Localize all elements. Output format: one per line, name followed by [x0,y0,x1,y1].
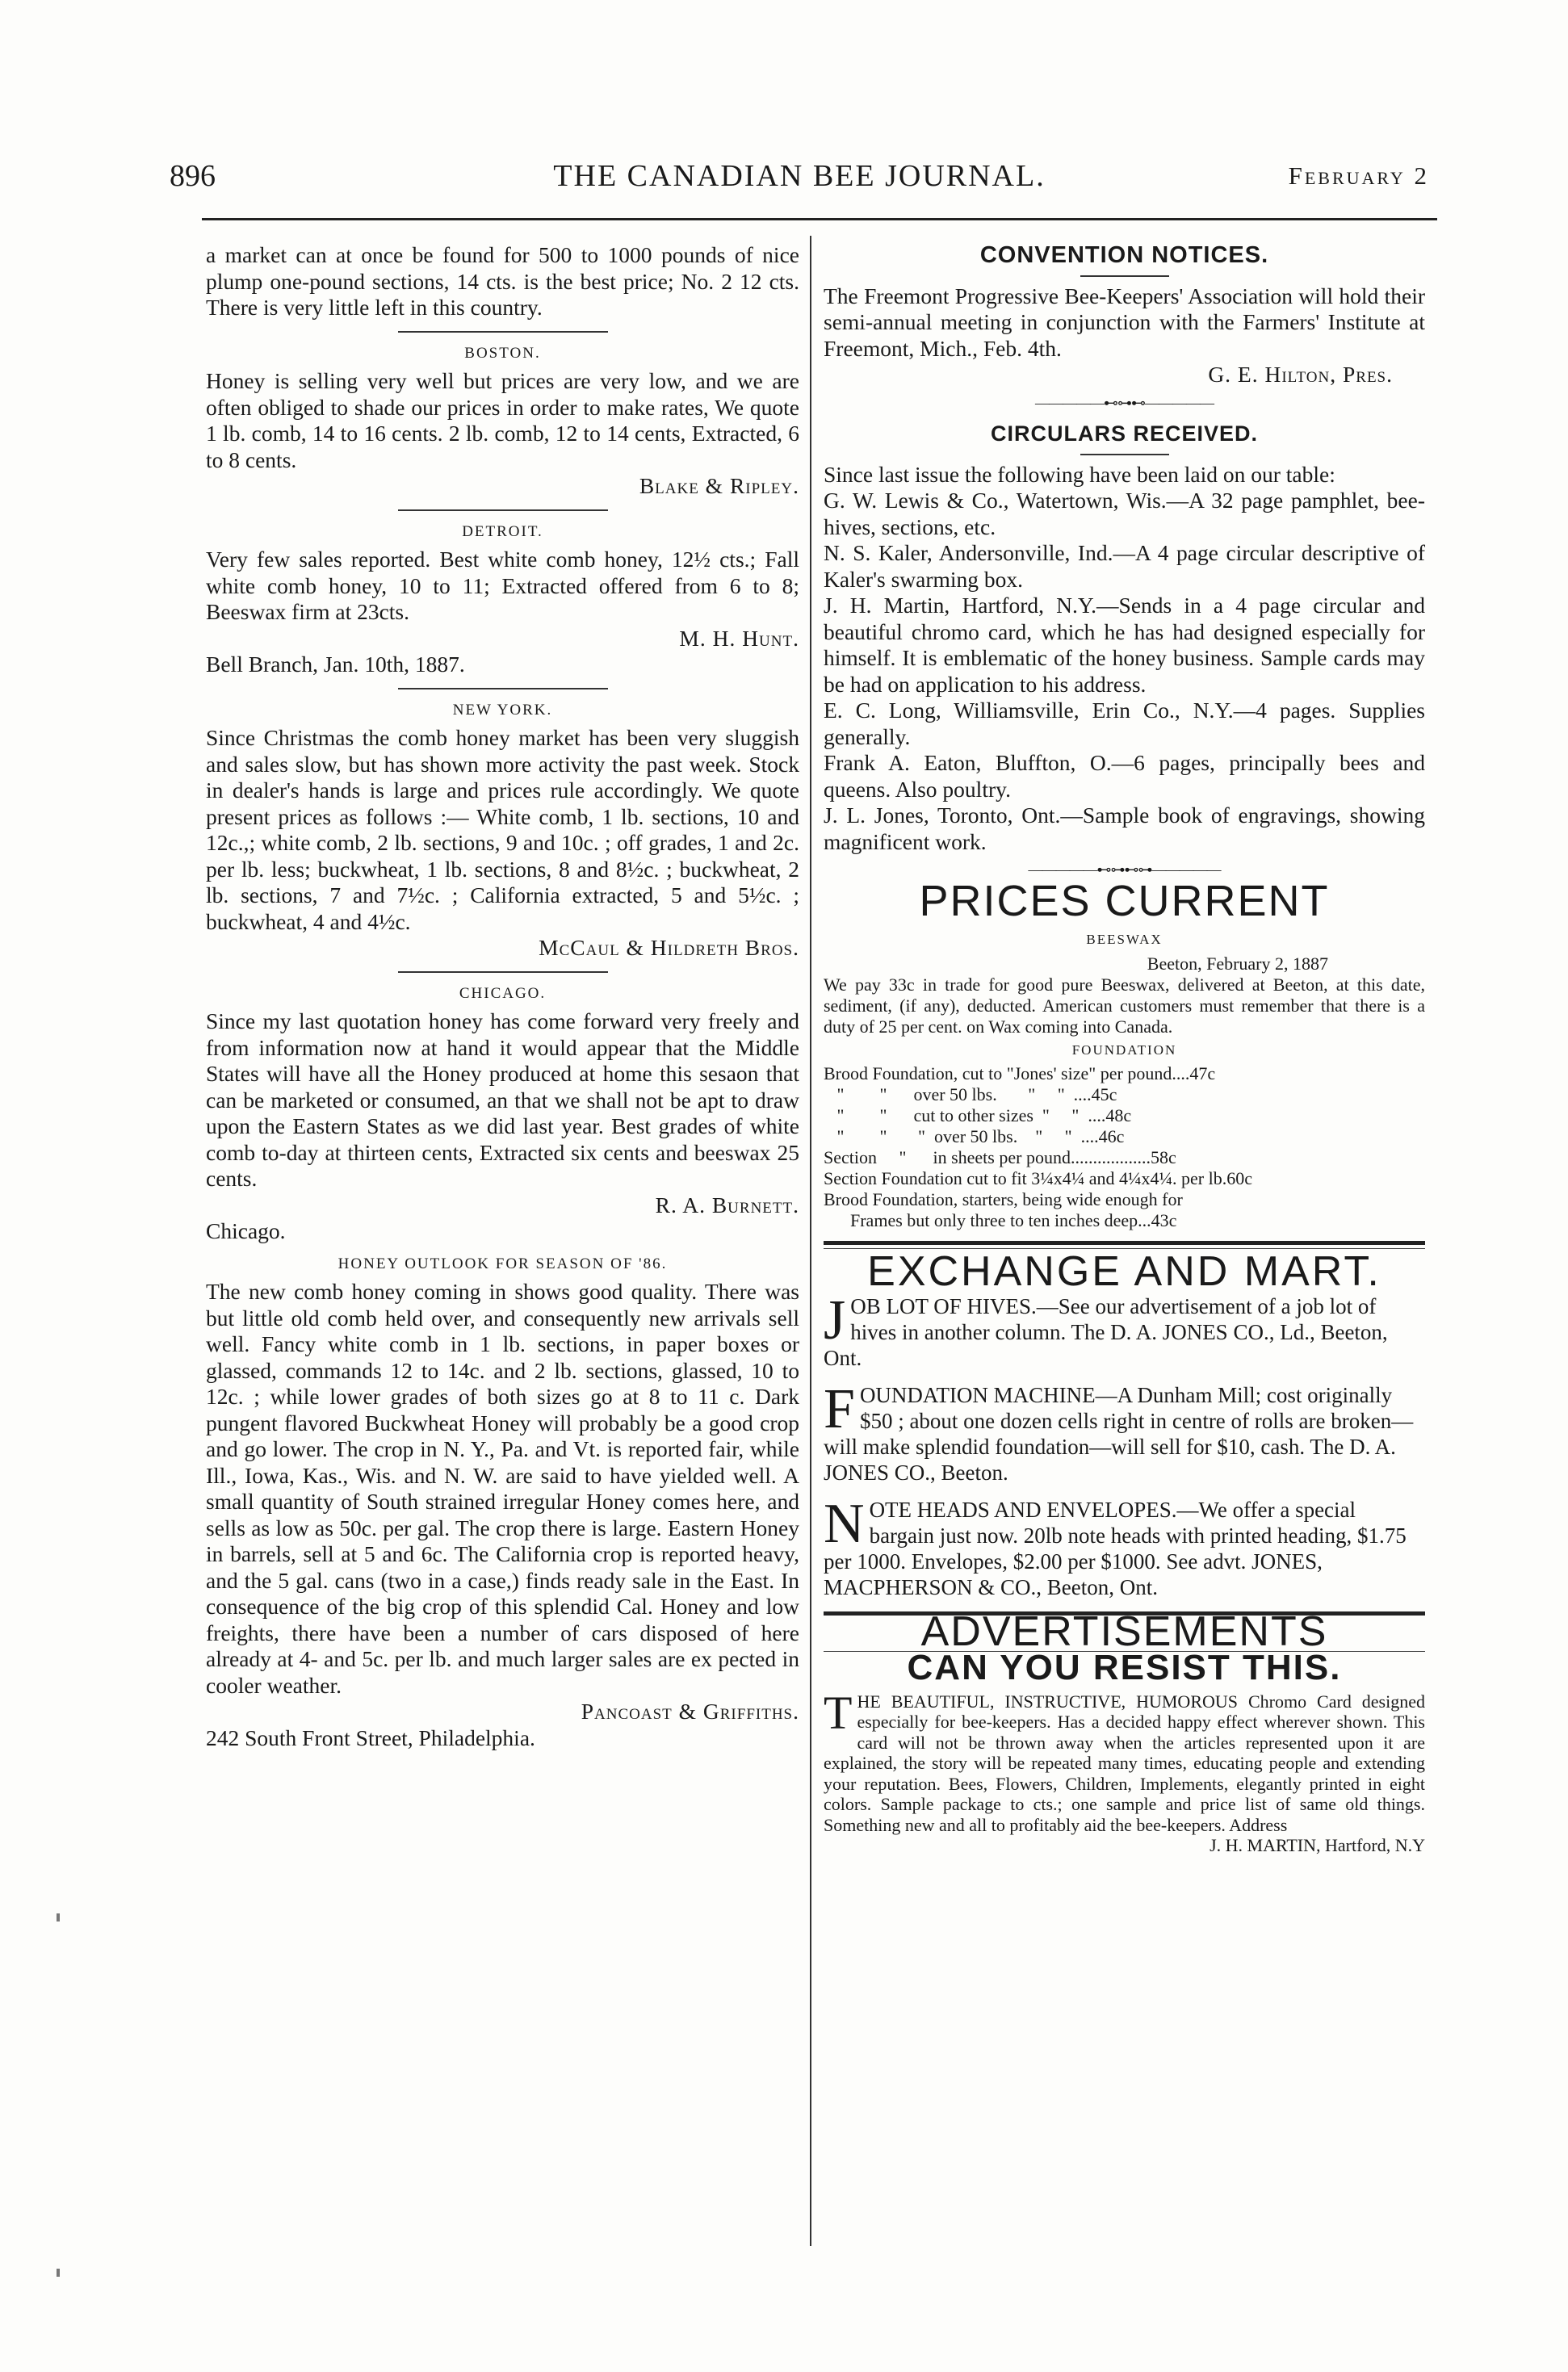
detroit-location: Bell Branch, Jan. 10th, 1887. [206,652,465,677]
chromo-card-ad [824,1686,1425,1836]
chicago-report: Since my last quotation honey has come forward very freely and from information now at hand it would appear that the Middle States will have all the Honey produced at home this sesaon that can be marketed or consumed, an that we shall not be apt to draw upon the Eastern States as we did last year. Best grades of white comb to-day at thirteen cents, Extracted six cents and beeswax 25 cents. [206,1008,799,1191]
circular-item: N. S. Kaler, Andersonville, Ind.—A 4 page circular descriptive of Kaler's swarming box. [824,540,1425,592]
classified-ad [824,1289,1425,1371]
ad-text: OUNDATION MACHINE—A Dunham Mill; cost originally $50 ; about one dozen cells right in centre of rolls are broken—will make splendid foundation—will sell for $10, cash. The D. A. JONES CO., Beeton. [824,1382,1414,1485]
exchange-title: EXCHANGE AND MART. [867,1248,1381,1295]
section-rule [398,331,608,333]
outlook-heading: HONEY OUTLOOK FOR SEASON OF '86. [337,1255,668,1272]
new-york-signature: McCaul & Hildreth Bros. [539,935,799,960]
foundation-price-line: Frames but only three to ten inches deep...43c [824,1210,1177,1230]
ad-text: OB LOT OF HIVES.—See our advertisement of a job lot of hives in another column. The D. A. JONES CO., Ld., Beeton, Ont. [824,1293,1388,1370]
issue-date: February 2 [1288,161,1429,190]
circular-item: G. W. Lewis & Co., Watertown, Wis.—A 32 page pamphlet, bee-hives, sections, etc. [824,488,1425,539]
mini-rule [1080,454,1169,455]
chicago-heading: CHICAGO. [459,984,547,1002]
new-york-report: Since Christmas the comb honey market has been very sluggish and sales slow, but has shown more activity the past week. Stock in dealer's hands is large and prices rule accordingly. We quote present prices as follows :— White comb, 1 lb. sections, 10 and 12c.,; white comb, 2 lb. sections, 9 and 10c. ; off grades, 1 and 2c. per lb. less; buckwheat, 1 lb. sections, 8 and 8½c. ; buckwheat, 2 lb. sections, 7 and 7½c. ; California extracted, 5 and 5½c. ; buckwheat, 4 and 4½c. [206,725,799,934]
convention-signature: G. E. Hilton, Pres. [1208,362,1393,387]
ad-text: OTE HEADS AND ENVELOPES.—We offer a special bargain just now. 20lb note heads with printed heading, $1.75 per 1000. Envelopes, $2.00 per $1000. See advt. JONES, MACPHERSON & CO., Beeton, Ont. [824,1497,1407,1599]
journal-title: THE CANADIAN BEE JOURNAL. [553,159,1046,193]
circulars-heading: CIRCULARS RECEIVED. [990,421,1259,446]
foundation-price-line: Brood Foundation, cut to "Jones' size" per pound....47c [824,1063,1216,1083]
drop-cap: J [824,1289,846,1352]
ad-signature: J. H. MARTIN, Hartford, N.Y [1210,1835,1425,1855]
circular-item: J. H. Martin, Hartford, N.Y.—Sends in a 4 page circular and beautiful chromo card, which he has had designed especially for himself. It is emblematic of the honey business. Sample cards may be had on application to his address. [824,593,1425,697]
convention-notice: The Freemont Progressive Bee-Keepers' Association will hold their semi-annual meeting in conjunction with the Farmers' Institute at Freemont, Mich., Feb. 4th. [824,283,1425,361]
prices-dateline: Beeton, February 2, 1887 [1147,953,1328,974]
mini-rule [1080,275,1169,277]
chicago-signature: R. A. Burnett. [655,1192,799,1217]
prices-current-title: PRICES CURRENT [919,876,1330,925]
page-header [170,158,1429,207]
foundation-price-line: " " cut to other sizes " " ....48c [824,1105,1132,1125]
advertisements-title: ADVERTISEMENTS [920,1607,1328,1655]
ornament-rule: —————⊷⊶⊷⊶————— [1028,861,1221,878]
beeswax-text: We pay 33c in trade for good pure Beeswax, delivered at Beeton, at this date, sediment, (if any), deducted. American customers must remember that there is a duty of 25 per cent. on Wax coming into Canada. [824,974,1425,1037]
outlook-report: The new comb honey coming in shows good quality. There was but little old comb held over, and consequently new arrivals sell well. Fancy white comb in 1 lb. sections, in paper boxes or glassed, commands 12 to 14c. and 2 lb. sections, glassed, 10 to 12c. ; while lower grades of both sizes go at 8 to 11 c. Dark pungent flavored Buckwheat Honey will probably be a good crop and go lower. The crop in N. Y., Pa. and Vt. is reported fair, while Ill., Iowa, Kas., Wis. and N. W. are said to have yielded well. A small quantity of South strained irregular Honey comes here, and sells as low as 50c. per gal. The crop there is large. Eastern Honey in barrels, sell at 5 and 6c. The California crop is reported heavy, and the 5 gal. cans (two in a case,) finds ready sale in the East. In consequence of the big crop of this splendid Cal. Honey and low freights, there have been a number of cars disposed of here already at 4- and 5c. per lb. and much larger sales are ex pected in cooler weather. [206,1279,799,1698]
detroit-signature: M. H. Hunt. [679,625,799,651]
circular-item: Frank A. Eaton, Bluffton, O.—6 pages, principally bees and queens. Also poultry. [824,750,1425,802]
section-rule [398,971,608,973]
section-rule [398,509,608,511]
drop-cap: F [824,1377,855,1440]
classified-ad [824,1492,1425,1600]
margin-mark [57,1913,60,1921]
ad-body: HE BEAUTIFUL, INSTRUCTIVE, HUMOROUS Chromo Card designed especially for bee-keepers. Has a decided happy effect wherever shown. This card will not be thrown away when the articles represented upon it are explained, the story will be repeated many times, educating people and extending your reputation. Bees, Flowers, Children, Implements, elegantly printed in eight colors. Sample package to cts.; one sample and price list of same old things. Something new and all to profitably aid the bee-keepers. Address [824,1691,1425,1835]
detroit-report: Very few sales reported. Best white comb honey, 12½ cts.; Fall white comb honey, 10 to 11; Extracted offered from 6 to 8; Beeswax firm at 23cts. [206,547,799,624]
outlook-signature: Pancoast & Griffiths. [581,1699,799,1724]
foundation-price-line: Section Foundation cut to fit 3¼x4¼ and 4¼x4¼. per lb.60c [824,1168,1252,1188]
drop-cap: T [824,1686,853,1739]
foundation-heading: FOUNDATION [1071,1041,1177,1058]
circulars-intro: Since last issue the following have been laid on our table: [824,461,1335,487]
detroit-heading: DETROIT. [462,522,543,540]
section-rule-thick [824,1241,1425,1245]
foundation-price-line: " " " over 50 lbs. " " ....46c [824,1126,1125,1146]
section-rule [398,688,608,689]
boston-report: Honey is selling very well but prices are very low, and we are often obliged to shade our prices in order to make rates, We quote 1 lb. comb, 14 to 16 cents. 2 lb. comb, 12 to 14 cents, Extracted, 6 to 8 cents. [206,368,799,472]
market-intro: a market can at once be found for 500 to 1000 pounds of nice plump one-pound sections, 14 cts. is the best price; No. 2 12 cts. There is very little left in this country. [206,242,799,320]
drop-cap: N [824,1492,865,1555]
page-number: 896 [170,159,216,193]
right-column [824,242,1425,1856]
new-york-heading: NEW YORK. [452,701,553,719]
margin-mark [57,2269,60,2277]
ad-headline: CAN YOU RESIST THIS. [907,1648,1342,1687]
boston-heading: BOSTON. [464,344,541,362]
foundation-price-line: " " over 50 lbs. " " ....45c [824,1084,1117,1104]
foundation-price-line: Section " in sheets per pound..................58c [824,1147,1176,1167]
classified-ad [824,1377,1425,1486]
circular-item: E. C. Long, Williamsville, Erin Co., N.Y.—4 pages. Supplies generally. [824,698,1425,749]
chicago-location: Chicago. [206,1218,286,1243]
ornament-rule: —————⊷⊶⊷————— [1035,394,1214,411]
circular-item: J. L. Jones, Toronto, Ont.—Sample book of engravings, showing magnificent work. [824,803,1425,854]
header-rule [202,218,1437,220]
beeswax-heading: BEESWAX [1086,932,1163,947]
column-divider [810,236,811,2246]
left-column [206,242,799,1751]
convention-heading: CONVENTION NOTICES. [979,242,1269,268]
boston-signature: Blake & Ripley. [639,473,799,498]
foundation-price-line: Brood Foundation, starters, being wide enough for [824,1189,1183,1209]
outlook-address: 242 South Front Street, Philadelphia. [206,1725,535,1750]
